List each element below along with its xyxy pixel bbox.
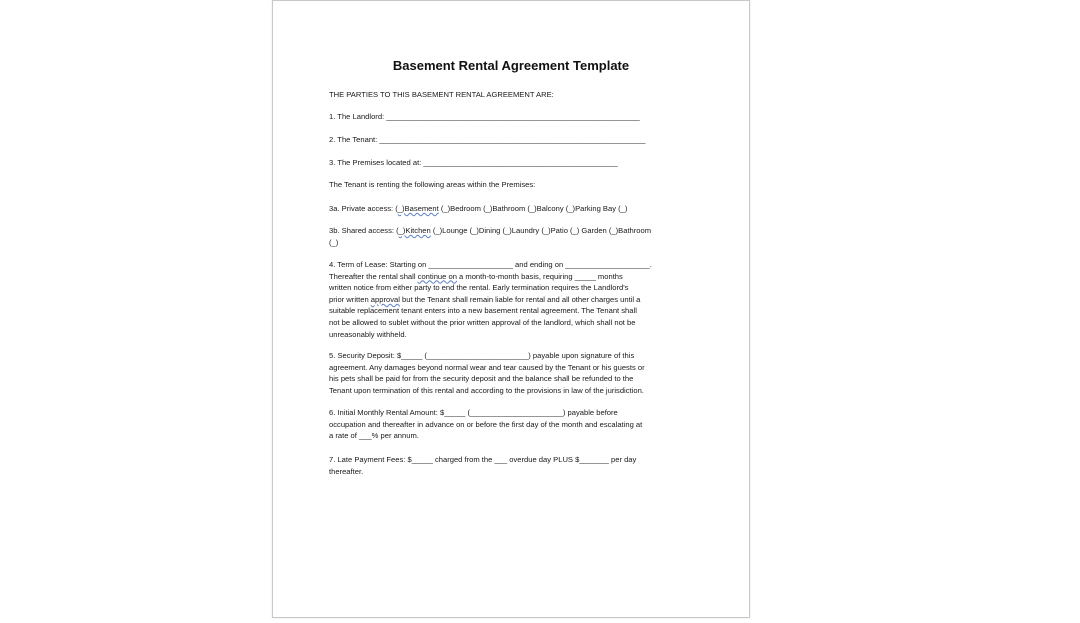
term-line-4a: prior written: [329, 294, 371, 304]
landlord-line: 1. The Landlord: ____________________________________________________________: [329, 112, 640, 121]
shared-access-prefix: 3b. Shared access: (: [329, 226, 399, 235]
term-line-2: [329, 271, 699, 283]
parties-heading: THE PARTIES TO THIS BASEMENT RENTAL AGREEMENT ARE:: [329, 90, 554, 99]
document-page: [272, 0, 750, 618]
term-line-4b: but the Tenant shall remain liable for rental and all other charges until a: [399, 294, 641, 304]
term-line-2a: Thereafter the rental shall: [329, 271, 418, 281]
premises-line: 3. The Premises located at: ______________________________________________: [329, 158, 618, 167]
private-access-rest: (_)Bedroom (_)Bathroom (_)Balcony (_)Parking Bay (_): [438, 204, 628, 213]
deposit-line-3: his pets shall be paid for from the security deposit and the balance shall be refunded to the: [329, 374, 634, 384]
term-of-lease-paragraph: [329, 259, 699, 340]
renting-intro: The Tenant is renting the following areas within the Premises:: [329, 180, 536, 189]
shared-access-line2: (_): [329, 237, 339, 247]
term-line-5: suitable replacement tenant enters into a new basement rental agreement. The Tenant shall: [329, 306, 637, 316]
deposit-line-2: agreement. Any damages beyond normal wear and tear caused by the Tenant or his guests or: [329, 362, 645, 372]
term-continue-on: continue on: [417, 271, 457, 281]
term-line-1: 4. Term of Lease: Starting on ____________________ and ending on ____________________.: [329, 260, 652, 269]
security-deposit-paragraph: [329, 350, 699, 396]
deposit-line-1: 5. Security Deposit: $_____ (________________________) payable upon signature of this: [329, 351, 635, 360]
shared-access-line: [329, 225, 699, 237]
tenant-line: 2. The Tenant: _______________________________________________________________: [329, 135, 646, 144]
term-line-6: not be allowed to sublet without the prior written approval of the landlord, which shall not be: [329, 317, 636, 327]
rental-line-2: occupation and thereafter in advance on or before the first day of the month and escalating at: [329, 419, 643, 429]
late-line-1: 7. Late Payment Fees: $_____ charged from the ___ overdue day PLUS $_______ per day: [329, 455, 637, 464]
term-line-2b: a month-to-month basis, requiring _____ months: [456, 271, 623, 281]
private-access-line: [329, 203, 699, 215]
private-access-prefix: 3a. Private access: (: [329, 204, 398, 213]
shared-access-rest: (_)Lounge (_)Dining (_)Laundry (_)Patio (_) Garden (_)Bathroom: [430, 226, 652, 235]
shared-access-kitchen: _)Kitchen: [398, 226, 431, 235]
document-title: Basement Rental Agreement Template: [392, 58, 630, 73]
shared-access-block: [329, 225, 699, 248]
term-line-7: unreasonably withheld.: [329, 329, 407, 339]
late-line-2: thereafter.: [329, 466, 364, 476]
rental-line-1: 6. Initial Monthly Rental Amount: $_____ (______________________) payable before: [329, 408, 618, 417]
term-approval: approval: [370, 294, 400, 304]
private-access-basement: _)Basement: [397, 204, 439, 213]
late-fees-paragraph: [329, 454, 699, 477]
term-line-4: [329, 294, 699, 306]
deposit-line-4: Tenant upon termination of this rental and according to the provisions in law of the jurisdiction.: [329, 385, 644, 395]
rental-line-3: a rate of ___% per annum.: [329, 431, 419, 441]
monthly-rental-paragraph: [329, 407, 699, 442]
term-line-3: written notice from either party to end the rental. Early termination requires the Landlord's: [329, 283, 629, 293]
